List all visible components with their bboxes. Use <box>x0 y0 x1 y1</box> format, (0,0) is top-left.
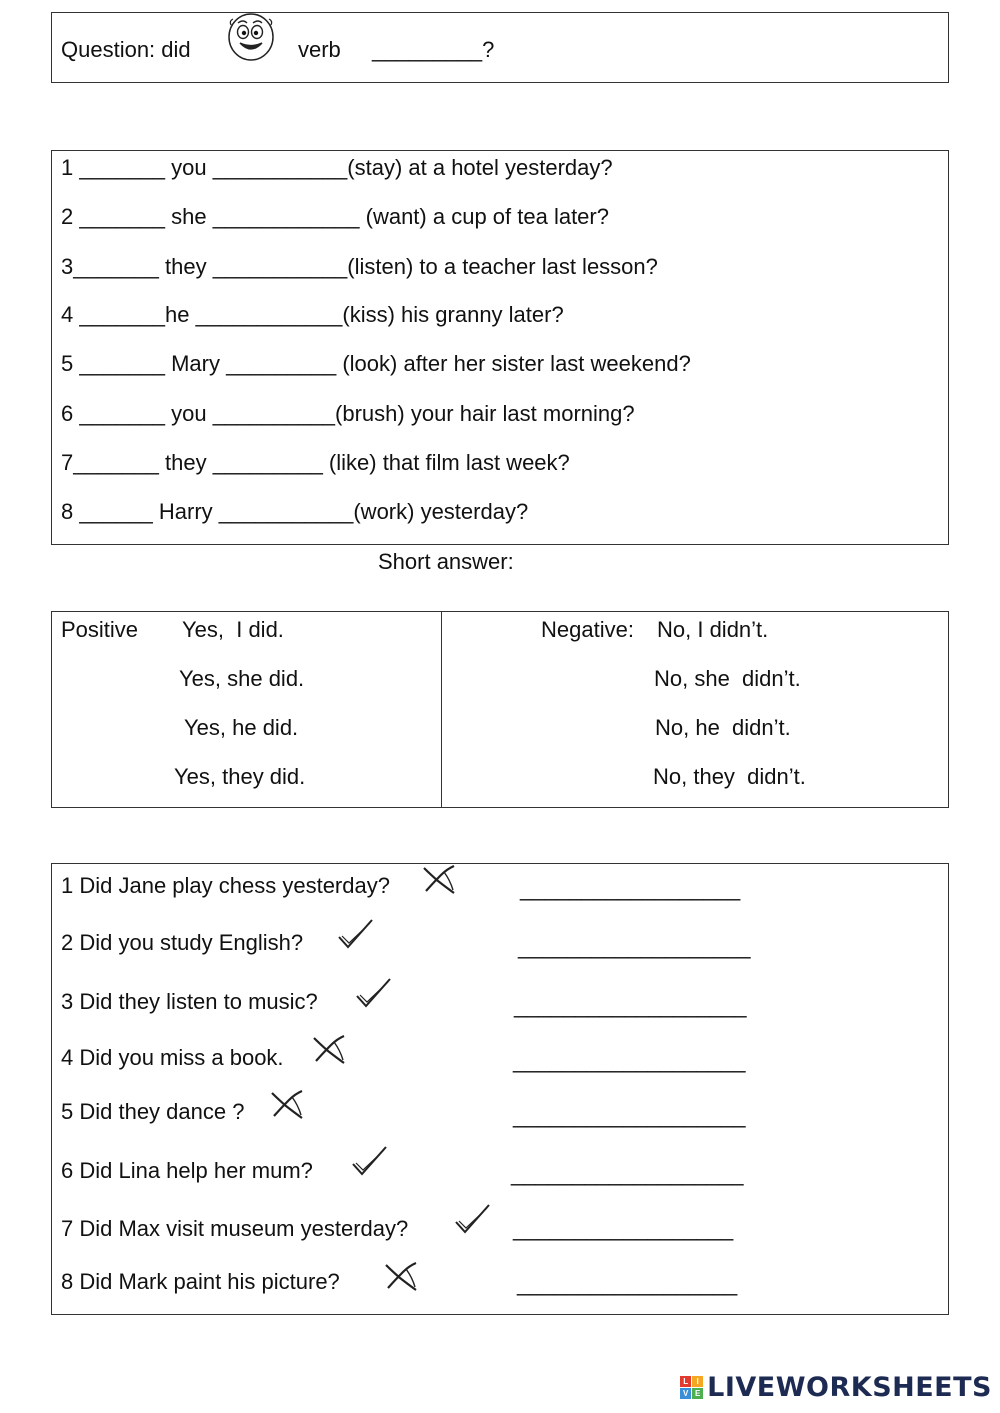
exercise2-question: 1 Did Jane play chess yesterday? <box>61 873 390 898</box>
exercise2-question: 5 Did they dance ? <box>61 1099 245 1124</box>
exercise1-line[interactable]: 7_______ they _________ (like) that film last week? <box>61 450 570 475</box>
exercise1-box <box>51 150 949 545</box>
logo-letter: L <box>680 1376 691 1387</box>
answer-blank[interactable]: ___________________ <box>518 934 751 959</box>
check-mark-icon <box>336 917 376 953</box>
cross-mark-icon <box>268 1089 306 1121</box>
answer-blank[interactable]: __________________ <box>513 1216 734 1241</box>
answer-blank[interactable]: ___________________ <box>513 1103 746 1128</box>
negative-answer: No, I didn’t. <box>657 617 769 642</box>
check-mark-icon <box>350 1144 390 1180</box>
verb-label: verb <box>298 37 341 62</box>
table-divider <box>441 612 442 807</box>
question-blank[interactable]: _________? <box>372 37 495 62</box>
cross-mark-icon <box>310 1034 348 1066</box>
exercise1-line[interactable]: 2 _______ she ____________ (want) a cup of tea later? <box>61 204 609 229</box>
negative-answer: No, he didn’t. <box>655 715 791 740</box>
logo-letter: I <box>692 1376 703 1387</box>
short-answers-table <box>51 611 949 808</box>
exercise2-box <box>51 863 949 1315</box>
exercise2-question: 2 Did you study English? <box>61 930 304 955</box>
answer-blank[interactable]: __________________ <box>517 1271 738 1296</box>
check-mark-icon <box>354 976 394 1012</box>
smiley-face-icon <box>225 11 277 63</box>
positive-answer: Yes, they did. <box>174 764 306 789</box>
question-box <box>51 12 949 83</box>
answer-blank[interactable]: ___________________ <box>513 1048 746 1073</box>
exercise1-line[interactable]: 8 ______ Harry ___________(work) yesterday? <box>61 499 529 524</box>
exercise2-question: 8 Did Mark paint his picture? <box>61 1269 340 1294</box>
liveworksheets-logo-icon <box>680 1376 703 1399</box>
positive-answer: Yes, I did. <box>182 617 284 642</box>
negative-answer: No, she didn’t. <box>654 666 801 691</box>
positive-answer: Yes, she did. <box>179 666 305 691</box>
exercise2-question: 6 Did Lina help her mum? <box>61 1158 313 1183</box>
cross-mark-icon <box>420 864 458 896</box>
logo-letter: V <box>680 1388 691 1399</box>
negative-label: Negative: <box>541 617 634 642</box>
positive-answer: Yes, he did. <box>184 715 299 740</box>
liveworksheets-footer <box>680 1372 992 1403</box>
exercise2-question: 4 Did you miss a book. <box>61 1045 284 1070</box>
exercise2-question: 7 Did Max visit museum yesterday? <box>61 1216 409 1241</box>
brand-name[interactable]: LIVEWORKSHEETS <box>707 1372 992 1403</box>
answer-blank[interactable]: ___________________ <box>511 1161 744 1186</box>
negative-answer: No, they didn’t. <box>653 764 806 789</box>
exercise1-line[interactable]: 3_______ they ___________(listen) to a teacher last lesson? <box>61 254 658 279</box>
answer-blank[interactable]: ___________________ <box>514 993 747 1018</box>
exercise1-line[interactable]: 5 _______ Mary _________ (look) after her sister last weekend? <box>61 351 691 376</box>
answer-blank[interactable]: __________________ <box>520 876 741 901</box>
question-label: Question: did <box>61 37 191 62</box>
positive-label: Positive <box>61 617 139 642</box>
short-answer-title: Short answer: <box>378 549 514 574</box>
exercise2-question: 3 Did they listen to music? <box>61 989 318 1014</box>
logo-letter: E <box>692 1388 703 1399</box>
exercise1-line[interactable]: 1 _______ you ___________(stay) at a hotel yesterday? <box>61 155 613 180</box>
exercise1-line[interactable]: 6 _______ you __________(brush) your hair last morning? <box>61 401 635 426</box>
check-mark-icon <box>453 1202 493 1238</box>
exercise1-line[interactable]: 4 _______he ____________(kiss) his granny later? <box>61 302 564 327</box>
cross-mark-icon <box>382 1261 420 1293</box>
